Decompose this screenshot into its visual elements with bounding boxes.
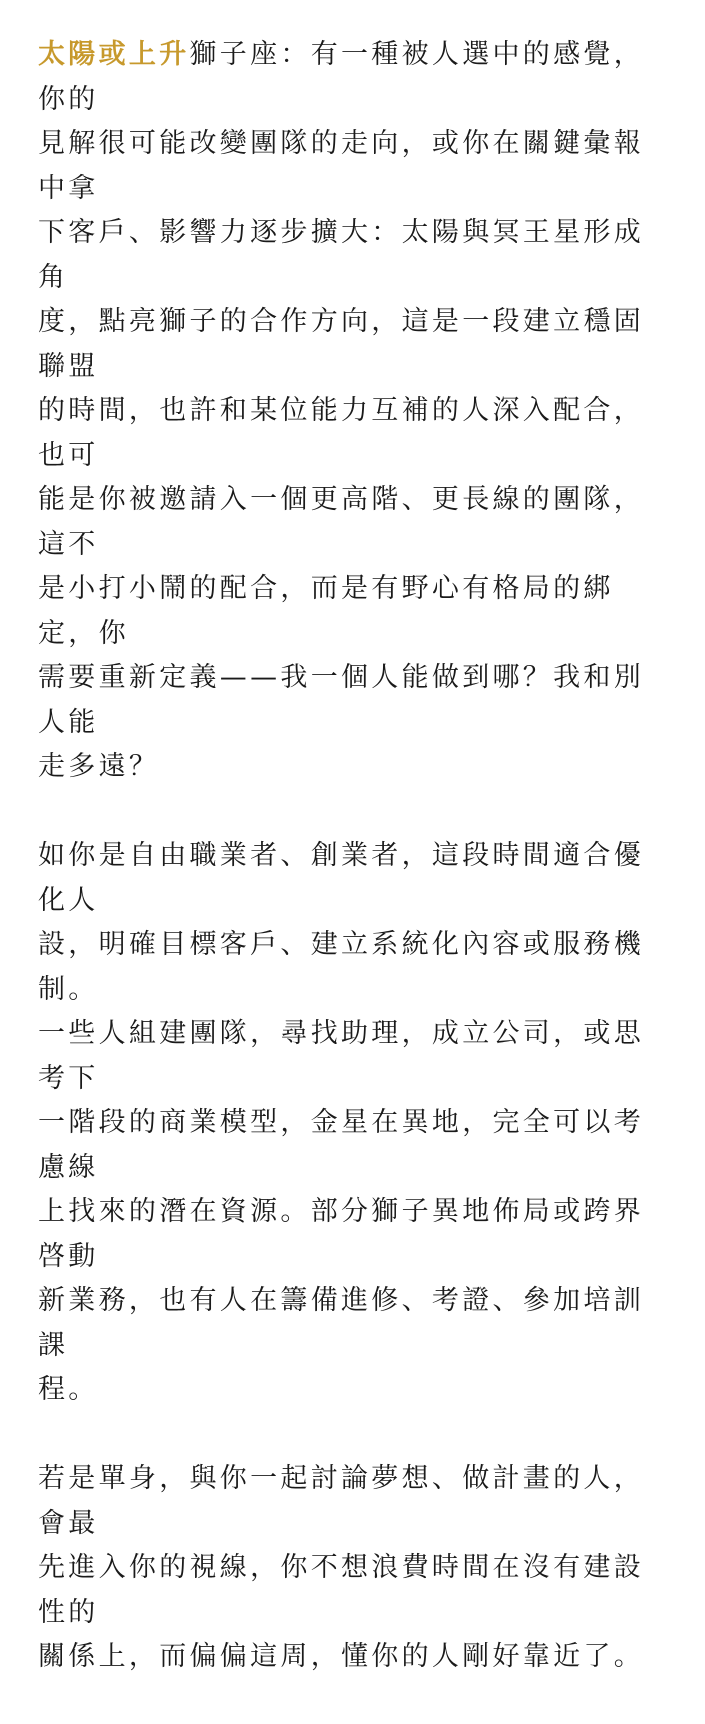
text-line: 獅子座：有一種被人選中的感覺，你的 <box>38 39 644 115</box>
text-line: 一些人組建團隊，尋找助理，成立公司，或思考下 <box>38 1018 644 1094</box>
text-line: 新業務，也有人在籌備進修、考證、參加培訓課 <box>38 1285 644 1361</box>
text-line: 上找來的潛在資源。部分獅子異地佈局或跨界啓動 <box>38 1196 644 1272</box>
text-line: 一階段的商業模型，金星在異地，完全可以考慮線 <box>38 1107 644 1183</box>
article-body <box>38 33 670 1724</box>
text-line: 程。 <box>38 1374 99 1405</box>
text-line: 若是單身，與你一起討論夢想、做計畫的人，會最 <box>38 1463 644 1539</box>
text-line: 是小打小鬧的配合，而是有野心有格局的綁定，你 <box>38 573 614 649</box>
text-line: 走多遠？ <box>38 751 160 782</box>
text-line: 關係上，而偏偏這周，懂你的人剛好靠近了。 <box>38 1641 644 1672</box>
text-line: 設，明確目標客戶、建立系統化內容或服務機制。 <box>38 929 644 1005</box>
paragraph-leo-sun-rising <box>38 33 670 790</box>
highlight-label: 太陽或上升 <box>38 39 190 70</box>
text-line: 能是你被邀請入一個更高階、更長線的團隊，這不 <box>38 484 644 560</box>
text-line: 如你是自由職業者、創業者，這段時間適合優化人 <box>38 840 644 916</box>
text-line: 度，點亮獅子的合作方向，這是一段建立穩固聯盟 <box>38 306 644 382</box>
text-line: 的時間，也許和某位能力互補的人深入配合，也可 <box>38 395 644 471</box>
text-line: 先進入你的視線，你不想浪費時間在沒有建設性的 <box>38 1552 644 1628</box>
text-line: 需要重新定義——我一個人能做到哪？我和別人能 <box>38 662 644 738</box>
text-line: 下客戶、影響力逐步擴大：太陽與冥王星形成角 <box>38 217 644 293</box>
paragraph-freelancer <box>38 834 670 1413</box>
paragraph-single <box>38 1457 670 1680</box>
text-line: 見解很可能改變團隊的走向，或你在關鍵彙報中拿 <box>38 128 644 204</box>
